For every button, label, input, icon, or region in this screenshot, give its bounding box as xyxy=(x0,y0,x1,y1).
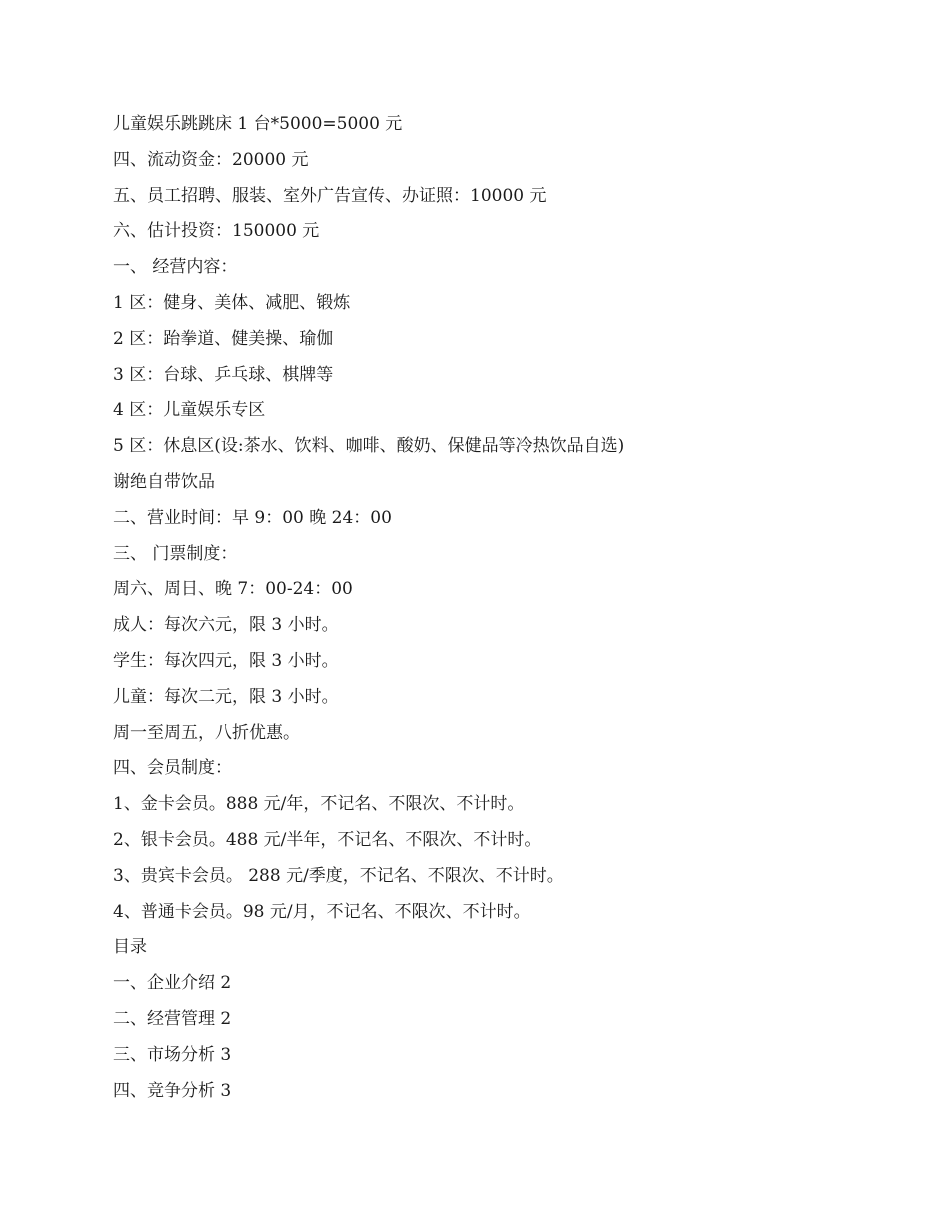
text-line-silver-card: 2、银卡会员。488 元/半年，不记名、不限次、不计时。 xyxy=(113,829,542,850)
text-line-adult-price: 成人：每次六元，限 3 小时。 xyxy=(113,615,339,636)
toc-item-company-intro: 一、企业介绍 2 xyxy=(113,973,232,994)
text-line-regular-card: 4、普通卡会员。98 元/月，不记名、不限次、不计时。 xyxy=(113,901,531,922)
text-line-no-outside-drinks: 谢绝自带饮品 xyxy=(113,471,215,492)
text-line-zone-4: 4 区：儿童娱乐专区 xyxy=(113,400,266,421)
text-line-staff-advertising: 五、员工招聘、服装、室外广告宣传、办证照：10000 元 xyxy=(113,185,547,206)
text-line-weekend-hours: 周六、周日、晚 7：00-24：00 xyxy=(113,579,353,600)
text-line-child-price: 儿童：每次二元，限 3 小时。 xyxy=(113,686,339,707)
section-heading-membership: 四、会员制度： xyxy=(113,758,232,779)
toc-heading: 目录 xyxy=(113,937,147,958)
document-body xyxy=(113,109,873,1111)
text-line-zone-5: 5 区：休息区(设:茶水、饮料、咖啡、酸奶、保健品等冷热饮品自选) xyxy=(113,436,625,457)
toc-item-market-analysis: 三、市场分析 3 xyxy=(113,1044,232,1065)
text-line-zone-2: 2 区：跆拳道、健美操、瑜伽 xyxy=(113,328,334,349)
toc-item-competition-analysis: 四、竞争分析 3 xyxy=(113,1080,232,1101)
section-heading-business-content: 一、 经营内容： xyxy=(113,257,238,278)
text-line-trampoline-cost: 儿童娱乐跳跳床 1 台*5000=5000 元 xyxy=(113,114,403,134)
text-line-working-capital: 四、流动资金：20000 元 xyxy=(113,149,309,170)
text-line-weekday-discount: 周一至周五，八折优惠。 xyxy=(113,722,300,743)
text-line-zone-1: 1 区：健身、美体、减肥、锻炼 xyxy=(113,292,351,313)
toc-item-business-management: 二、经营管理 2 xyxy=(113,1008,232,1029)
section-heading-business-hours: 二、营业时间：早 9：00 晚 24：00 xyxy=(113,507,392,528)
text-line-gold-card: 1、金卡会员。888 元/年，不记名、不限次、不计时。 xyxy=(113,794,525,815)
section-heading-ticket-system: 三、 门票制度： xyxy=(113,543,238,564)
text-line-student-price: 学生：每次四元，限 3 小时。 xyxy=(113,650,339,671)
text-line-vip-card: 3、贵宾卡会员。 288 元/季度，不记名、不限次、不计时。 xyxy=(113,865,564,886)
text-line-estimated-investment: 六、估计投资：150000 元 xyxy=(113,221,320,242)
text-line-zone-3: 3 区：台球、乒乓球、棋牌等 xyxy=(113,364,334,385)
